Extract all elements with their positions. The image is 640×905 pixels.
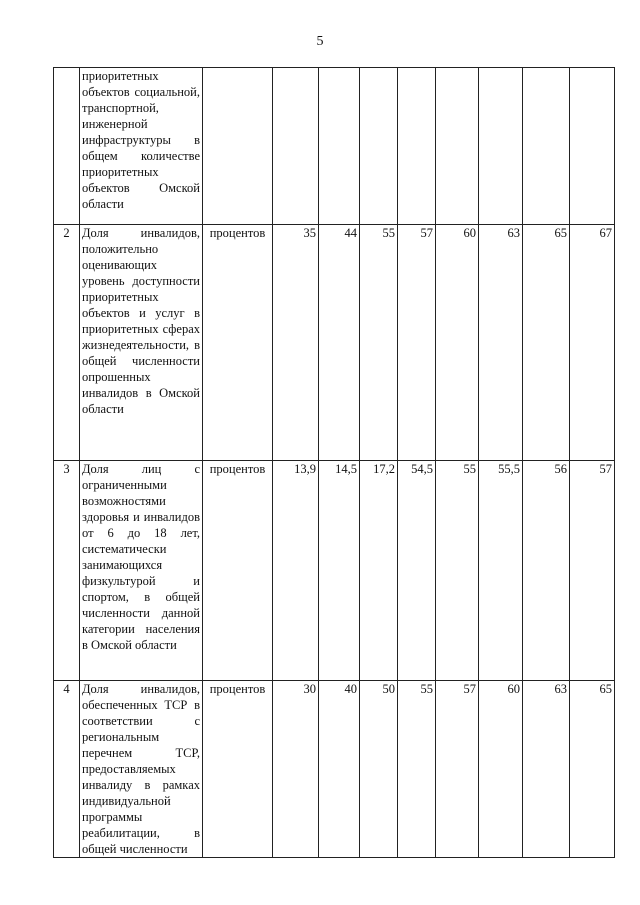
value-cell: 44	[319, 225, 360, 461]
unit-cell	[203, 68, 273, 225]
table-row	[54, 225, 615, 461]
value-cell	[398, 68, 436, 225]
value-cell: 17,2	[360, 461, 398, 681]
value-cell: 57	[398, 225, 436, 461]
value-cell	[523, 68, 570, 225]
value-cell	[570, 68, 615, 225]
value-cell: 55	[360, 225, 398, 461]
table-row	[54, 461, 615, 681]
value-cell: 60	[436, 225, 479, 461]
value-cell: 35	[273, 225, 319, 461]
row-number: 3	[54, 461, 80, 681]
indicator-name: Доля инвалидов, обеспеченных ТСР в соответствии с региональным перечнем ТСР, предоставляемых инвалиду в рамках индивидуальной программы реабилитации, в общей численности	[80, 681, 203, 858]
indicator-name: Доля лиц с ограниченными возможностями здоровья и инвалидов от 6 до 18 лет, систематически занимающихся физкультурой и спортом, в общей численности данной категории населения в Омской области	[80, 461, 203, 681]
value-cell: 40	[319, 681, 360, 858]
value-cell	[319, 68, 360, 225]
value-cell	[360, 68, 398, 225]
value-cell: 55	[398, 681, 436, 858]
row-number: 4	[54, 681, 80, 858]
value-cell	[479, 68, 523, 225]
value-cell	[436, 68, 479, 225]
value-cell: 63	[479, 225, 523, 461]
value-cell: 67	[570, 225, 615, 461]
value-cell: 55	[436, 461, 479, 681]
value-cell: 57	[570, 461, 615, 681]
indicators-table	[53, 67, 615, 858]
value-cell: 54,5	[398, 461, 436, 681]
indicator-name: Доля инвалидов, положительно оценивающих уровень доступности приоритетных объектов и услуг в приоритетных сферах жизнедеятельности, в общей численности опрошенных инвалидов в Омской области	[80, 225, 203, 461]
value-cell: 65	[523, 225, 570, 461]
value-cell: 30	[273, 681, 319, 858]
value-cell: 63	[523, 681, 570, 858]
unit-cell: процентов	[203, 461, 273, 681]
unit-cell: процентов	[203, 225, 273, 461]
table-row	[54, 681, 615, 858]
value-cell: 65	[570, 681, 615, 858]
page-number: 5	[316, 34, 324, 49]
value-cell: 57	[436, 681, 479, 858]
value-cell: 60	[479, 681, 523, 858]
row-number	[54, 68, 80, 225]
value-cell: 14,5	[319, 461, 360, 681]
value-cell: 56	[523, 461, 570, 681]
value-cell	[273, 68, 319, 225]
unit-cell: процентов	[203, 681, 273, 858]
table-row	[54, 68, 615, 225]
value-cell: 50	[360, 681, 398, 858]
value-cell: 55,5	[479, 461, 523, 681]
value-cell: 13,9	[273, 461, 319, 681]
row-number: 2	[54, 225, 80, 461]
indicator-name: приоритетных объектов социальной, транспортной, инженерной инфраструктуры в общем количестве приоритетных объектов Омской области	[80, 68, 203, 225]
